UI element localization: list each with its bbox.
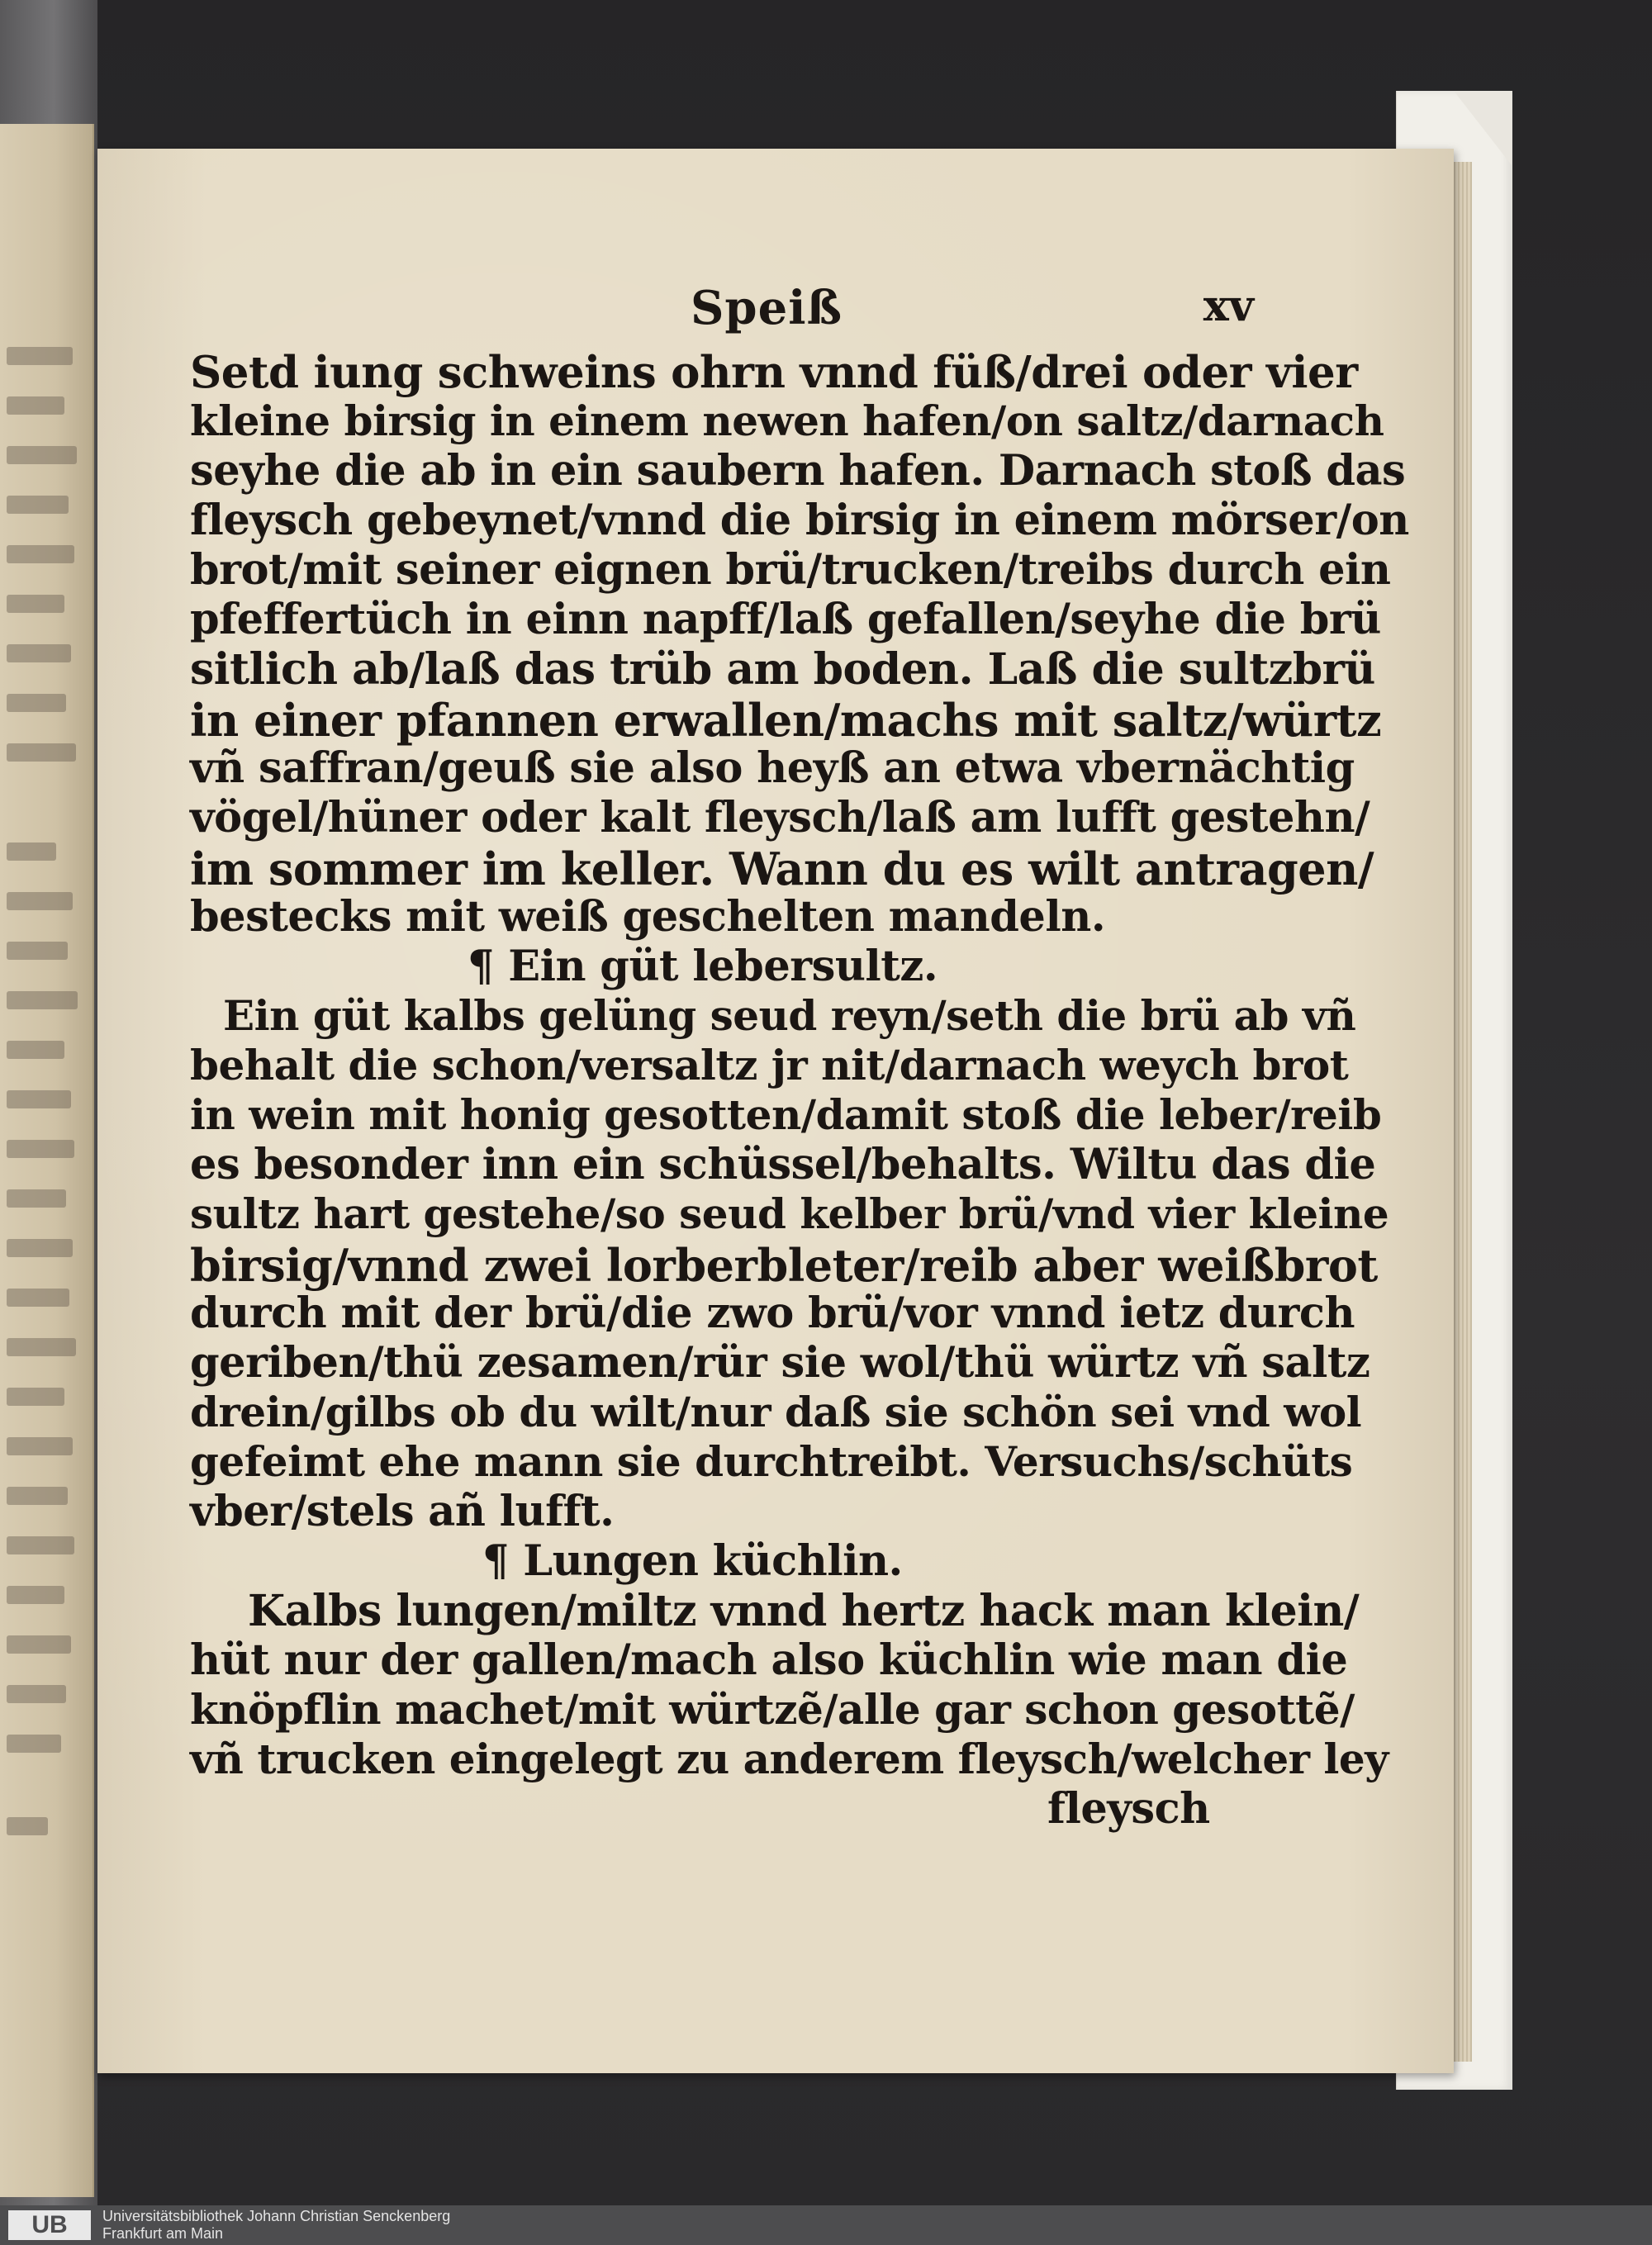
text-line: vñ saffran/geuß sie also heyß an etwa vbernächtig <box>190 743 1355 793</box>
footer-bar <box>0 2205 1652 2245</box>
text-line: im sommer im keller. Wann du es wilt antragen/ <box>190 842 1374 895</box>
text-line: drein/gilbs ob du wilt/nur daß sie schön sei vnd wol <box>190 1388 1362 1436</box>
ub-logo: UB <box>8 2210 91 2240</box>
facing-page-text-fragment <box>7 396 64 415</box>
facing-page-text-fragment <box>7 1817 48 1835</box>
text-line: in einer pfannen erwallen/machs mit saltz/würtz <box>190 694 1382 747</box>
text-line: behalt die schon/versaltz jr nit/darnach weych brot <box>190 1041 1349 1089</box>
text-line: pfeffertüch in einn napff/laß gefallen/seyhe die brü <box>190 595 1381 644</box>
facing-page-text-fragment <box>7 1388 64 1406</box>
facing-page-text-fragment <box>7 1437 73 1455</box>
facing-page-text-fragment <box>7 496 69 514</box>
text-line: es besonder inn ein schüssel/behalts. Wiltu das die <box>190 1140 1376 1189</box>
facing-page-text-fragment <box>7 1338 76 1356</box>
facing-page-text-fragment <box>7 1635 71 1654</box>
text-line: vber/stels añ lufft. <box>190 1487 615 1536</box>
text-line: vñ trucken eingelegt zu anderem fleysch/welcher ley <box>190 1735 1389 1783</box>
text-line: sultz hart gestehe/so seud kelber brü/vnd vier kleine <box>190 1189 1389 1238</box>
text-line: birsig/vnnd zwei lorberbleter/reib aber weißbrot <box>190 1239 1378 1292</box>
facing-page-text-fragment <box>7 347 73 365</box>
facing-page-text-fragment <box>7 1090 71 1108</box>
facing-page-text-fragment <box>7 446 77 464</box>
facing-page-text-fragment <box>7 1289 69 1307</box>
text-line: fleysch gebeynet/vnnd die birsig in einem mörser/on <box>190 496 1409 545</box>
text-line: gefeimt ehe mann sie durchtreibt. Versuchs/schüts <box>190 1437 1353 1486</box>
library-city: Frankfurt am Main <box>102 2225 224 2242</box>
running-head: Speiß <box>690 281 843 335</box>
facing-page-text-fragment <box>7 595 64 613</box>
text-line: bestecks mit weiß geschelten mandeln. <box>190 892 1106 942</box>
catchword: fleysch <box>1047 1784 1210 1834</box>
text-line: Ein güt kalbs gelüng seud reyn/seth die brü ab vñ <box>223 991 1356 1040</box>
text-line: sitlich ab/laß das trüb am boden. Laß die sultzbrü <box>190 644 1375 695</box>
text-line: in wein mit honig gesotten/damit stoß die leber/reib <box>190 1090 1382 1139</box>
facing-page-text-fragment <box>7 545 74 563</box>
book-page <box>97 149 1454 2073</box>
facing-page-text-fragment <box>7 1586 64 1604</box>
facing-page-text-fragment <box>7 1041 64 1059</box>
facing-page-text-fragment <box>7 694 66 712</box>
text-line: Kalbs lungen/miltz vnnd hertz hack man klein/ <box>248 1586 1360 1636</box>
facing-page-text-fragment <box>7 1487 68 1505</box>
facing-page-text-fragment <box>7 1140 74 1158</box>
facing-page-text-fragment <box>7 892 73 910</box>
facing-page-text-fragment <box>7 991 78 1009</box>
text-line: hüt nur der gallen/mach also küchlin wie man die <box>190 1635 1348 1685</box>
facing-page-text-fragment <box>7 644 71 662</box>
text-line: Setd iung schweins ohrn vnnd füß/drei oder vier <box>190 347 1358 398</box>
facing-page-text-fragment <box>7 942 68 960</box>
facing-page-text-fragment <box>7 1735 61 1753</box>
text-line: seyhe die ab in ein saubern hafen. Darnach stoß das <box>190 446 1406 496</box>
facing-page-text-fragment <box>7 1685 66 1703</box>
facing-page-text-fragment <box>7 1536 74 1554</box>
text-line: vögel/hüner oder kalt fleysch/laß am lufft gestehn/ <box>190 793 1370 842</box>
facing-page-text-fragment <box>7 1239 73 1257</box>
text-line: geriben/thü zesamen/rür sie wol/thü würtz vñ saltz <box>190 1338 1370 1388</box>
text-line: brot/mit seiner eignen brü/trucken/treibs durch ein <box>190 545 1391 595</box>
facing-page-edge <box>0 124 94 2197</box>
recipe-heading: ¶ Lungen küchlin. <box>482 1536 903 1586</box>
text-line: durch mit der brü/die zwo brü/vor vnnd ietz durch <box>190 1289 1355 1338</box>
recipe-heading: ¶ Ein güt lebersultz. <box>468 942 938 991</box>
library-name: Universitätsbibliothek Johann Christian Senckenberg <box>102 2208 451 2224</box>
facing-page-text-fragment <box>7 743 76 762</box>
text-line: knöpflin machet/mit würtzẽ/alle gar schon gesottẽ/ <box>190 1685 1355 1734</box>
facing-page-text-fragment <box>7 1189 66 1208</box>
folio-number: xv <box>1203 281 1254 331</box>
facing-page-text-fragment <box>7 842 56 861</box>
text-line: kleine birsig in einem newen hafen/on saltz/darnach <box>190 396 1384 445</box>
